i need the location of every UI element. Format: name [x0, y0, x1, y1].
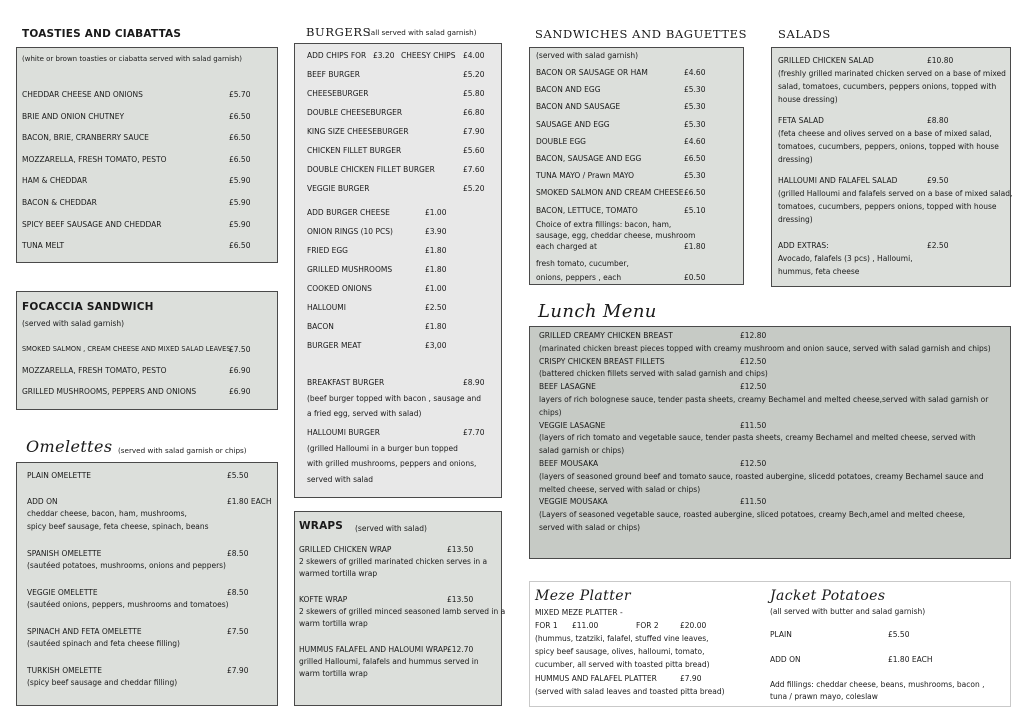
lunch-item-price: £12.50	[740, 356, 767, 366]
burger-extra-name: ADD BURGER CHEESE	[307, 208, 390, 217]
omelette-name: TURKISH OMELETTE	[27, 666, 102, 675]
breakfast-burger-desc: (beef burger topped with bacon , sausage and	[307, 394, 481, 403]
lunch-item-desc: melted cheese, served with salad or chips)	[539, 484, 701, 494]
burger-price: £7.60	[463, 165, 485, 174]
salad-name: HALLOUMI AND FALAFEL SALAD	[778, 176, 898, 185]
sandwich-price: £6.50	[684, 188, 706, 198]
burger-extra-price: £2.50	[425, 303, 447, 312]
burger-extra-name: FRIED EGG	[307, 246, 348, 255]
lunch-item-desc: (layers of rich tomato and vegetable sauce, tender pasta sheets, creamy Bechamel and melted cheese, served with	[539, 433, 976, 443]
toasties-box	[16, 47, 278, 263]
meze-platter-name: MIXED MEZE PLATTER -	[535, 608, 623, 617]
omelette-name: VEGGIE OMELETTE	[27, 588, 98, 597]
burgers-title: BURGERS	[306, 25, 372, 39]
wrap-name: HUMMUS FALAFEL AND HALOUMI WRAP	[299, 645, 448, 654]
sandwich-name: BACON OR SAUSAGE OR HAM	[536, 68, 648, 77]
burger-extra-name: ONION RINGS (10 PCS)	[307, 227, 393, 236]
lunch-item-name: VEGGIE MOUSAKA	[539, 497, 608, 507]
toastie-price: £6.50	[229, 241, 251, 251]
wrap-name: GRILLED CHICKEN WRAP	[299, 545, 392, 554]
wrap-desc: warm tortilla wrap	[299, 619, 368, 628]
salad-name: FETA SALAD	[778, 116, 824, 125]
omelette-price: £7.90	[227, 666, 249, 675]
burger-extra-price: £1.80	[425, 265, 447, 274]
sandwich-name: TUNA MAYO / Prawn MAYO	[536, 171, 635, 181]
wrap-price: £12.70	[447, 645, 474, 654]
salads-title: SALADS	[778, 27, 831, 41]
focaccia-title: FOCACCIA SANDWICH	[22, 301, 154, 313]
wrap-name: KOFTE WRAP	[299, 595, 348, 604]
burger-extra-name: COOKED ONIONS	[307, 284, 372, 293]
omelettes-box	[16, 462, 278, 706]
focaccia-box	[16, 291, 278, 410]
toastie-name: HAM & CHEDDAR	[22, 176, 88, 186]
sandwich-fillings-text: sausage, egg, cheddar cheese, mushroom	[536, 231, 696, 240]
burger-extra-price: £3.90	[425, 227, 447, 236]
burger-chips-price: £3.20	[373, 51, 395, 60]
burger-price: £5.80	[463, 89, 485, 98]
salad-price: £10.80	[927, 56, 954, 65]
lunch-item-price: £11.50	[740, 497, 767, 507]
meze-title: Meze Platter	[535, 588, 632, 604]
sandwich-price: £4.60	[684, 68, 706, 77]
omelette-desc: (sautéed potatoes, mushrooms, onions and peppers)	[27, 561, 226, 570]
burger-price: £5.20	[463, 70, 485, 79]
lunch-box	[529, 326, 1011, 559]
burger-extra-price: £1.00	[425, 208, 447, 217]
omelette-desc: (sautéed onions, peppers, mushrooms and tomatoes)	[27, 600, 229, 609]
focaccia-note: (served with salad garnish)	[22, 319, 125, 328]
sandwiches-box	[529, 47, 744, 285]
burger-cheesy-chips-label: CHEESY CHIPS	[401, 51, 456, 60]
toastie-price: £6.50	[229, 133, 251, 143]
focaccia-item-price: £6.90	[229, 366, 251, 375]
sandwich-name: BACON AND SAUSAGE	[536, 102, 621, 112]
wraps-note: (served with salad)	[355, 524, 427, 533]
lunch-item-name: CRISPY CHICKEN BREAST FILLETS	[539, 356, 665, 366]
salad-price: £9.50	[927, 176, 949, 185]
burger-cheesy-chips-price: £4.00	[463, 51, 485, 60]
lunch-item-price: £11.50	[740, 420, 767, 430]
lunch-item-desc: salad garnish or chips)	[539, 446, 625, 456]
salads-box	[771, 47, 1011, 287]
meze-for2-price: £20.00	[680, 621, 707, 630]
omelettes-note: (served with salad garnish or chips)	[118, 446, 247, 455]
omelette-price: £8.50	[227, 588, 249, 597]
toastie-price: £6.50	[229, 111, 251, 121]
lunch-item-name: GRILLED CREAMY CHICKEN BREAST	[539, 331, 673, 340]
burger-price: £7.90	[463, 127, 485, 136]
burger-name: VEGGIE BURGER	[307, 184, 370, 193]
omelette-price: £7.50	[227, 627, 249, 636]
salad-desc: house dressing)	[778, 95, 838, 104]
sandwich-fillings-text: onions, peppers , each	[536, 273, 622, 282]
focaccia-item-price: £6.90	[229, 387, 251, 396]
lunch-item-price: £12.50	[740, 459, 767, 468]
breakfast-burger-name: BREAKFAST BURGER	[307, 378, 385, 387]
sandwich-fillings-text: each charged at	[536, 242, 597, 251]
sandwiches-title: SANDWICHES AND BAGUETTES	[535, 27, 748, 41]
omelette-desc: (sautéed spinach and feta cheese filling)	[27, 639, 180, 648]
halloumi-burger-name: HALLOUMI BURGER	[307, 428, 380, 437]
sandwich-fillings-text: Choice of extra fillings: bacon, ham,	[536, 220, 672, 229]
wrap-desc: warm tortilla wrap	[299, 669, 368, 678]
salad-desc: salad, tomatoes, cucumbers, peppers onions, topped with	[778, 82, 997, 91]
meze-desc: spicy beef sausage, olives, halloumi, tomato,	[535, 647, 705, 656]
sandwich-name: BACON AND EGG	[536, 85, 601, 95]
wrap-desc: 2 skewers of grilled minced seasoned lamb served in a	[299, 607, 506, 616]
sandwich-name: SMOKED SALMON AND CREAM CHEESE	[536, 188, 684, 198]
toastie-name: BACON & CHEDDAR	[22, 198, 97, 207]
sandwich-price: £5.30	[684, 85, 706, 95]
breakfast-burger-price: £8.90	[463, 378, 485, 387]
lunch-item-desc: (layers of seasoned ground beef and tomato sauce, roasted aubergine, slicedd potatoes, creamy Bechamel sauce and	[539, 471, 984, 481]
jacket-plain-name: PLAIN	[770, 630, 792, 639]
wrap-desc: 2 skewers of grilled marinated chicken serves in a	[299, 557, 488, 566]
omelette-addon-name: ADD ON	[27, 497, 58, 506]
burgers-note: (all served with salad garnish)	[368, 28, 477, 37]
focaccia-item-name: MOZZARELLA, FRESH TOMATO, PESTO	[22, 366, 167, 375]
sandwich-price: £5.10	[684, 205, 706, 215]
omelette-addon-price: £1.80 EACH	[227, 497, 272, 506]
burger-price: £5.60	[463, 146, 485, 155]
burger-price: £5.20	[463, 184, 485, 193]
lunch-item-desc: (battered chicken fillets served with salad garnish and chips)	[539, 369, 768, 379]
sandwich-name: SAUSAGE AND EGG	[536, 119, 610, 129]
wrap-price: £13.50	[447, 545, 474, 554]
hummus-platter-price: £7.90	[680, 674, 702, 683]
lunch-item-price: £12.80	[740, 331, 767, 340]
focaccia-item-name: SMOKED SALMON , CREAM CHEESE AND MIXED SALAD LEAVES	[22, 345, 231, 353]
burger-extra-price: £1.80	[425, 246, 447, 255]
omelette-name: SPANISH OMELETTE	[27, 549, 102, 558]
halloumi-burger-desc: served with salad	[307, 475, 374, 484]
sandwich-price: £5.30	[684, 119, 706, 129]
toastie-name: CHEDDAR CHEESE AND ONIONS	[22, 90, 143, 99]
sandwich-name: DOUBLE EGG	[536, 136, 586, 146]
burgers-box	[294, 43, 502, 498]
halloumi-burger-desc: (grilled Halloumi in a burger bun topped	[307, 444, 458, 453]
omelette-addon-desc: cheddar cheese, bacon, ham, mushrooms,	[27, 509, 187, 518]
meze-desc: (hummus, tzatziki, falafel, stuffed vine leaves,	[535, 634, 709, 643]
toastie-price: £6.50	[229, 154, 251, 164]
meze-for1-label: FOR 1	[535, 621, 558, 630]
lunch-item-name: BEEF MOUSAKA	[539, 459, 599, 468]
salad-name: GRILLED CHICKEN SALAD	[778, 56, 874, 65]
lunch-item-name: BEEF LASAGNE	[539, 382, 596, 392]
burger-extra-name: BURGER MEAT	[307, 341, 362, 350]
meze-for1-price: £11.00	[572, 621, 599, 630]
burger-name: CHICKEN FILLET BURGER	[307, 146, 402, 155]
burger-name: BEEF BURGER	[307, 70, 360, 79]
burger-name: DOUBLE CHEESEBURGER	[307, 108, 403, 117]
hummus-platter-desc: (served with salad leaves and toasted pitta bread)	[535, 687, 725, 696]
burger-extra-price: £3,00	[425, 341, 447, 350]
breakfast-burger-desc: a fried egg, served with salad)	[307, 409, 422, 418]
omelette-addon-desc: spicy beef sausage, feta cheese, spinach, beans	[27, 522, 209, 531]
lunch-title: Lunch Menu	[538, 301, 657, 322]
sandwich-fillings-text: fresh tomato, cucumber,	[536, 259, 629, 268]
jacket-addon-name: ADD ON	[770, 655, 801, 664]
burger-extra-price: £1.80	[425, 322, 447, 331]
sandwich-price: £5.30	[684, 171, 706, 181]
wrap-desc: warmed tortilla wrap	[299, 569, 378, 578]
wrap-desc: grilled Halloumi, falafels and hummus served in	[299, 657, 479, 666]
salad-extras-desc: hummus, feta cheese	[778, 267, 860, 276]
burger-name: DOUBLE CHICKEN FILLET BURGER	[307, 165, 435, 174]
sandwich-name: BACON, SAUSAGE AND EGG	[536, 154, 642, 163]
salad-desc: tomatoes, cucumbers, peppers onions, topped with house	[778, 202, 997, 211]
burger-extra-name: GRILLED MUSHROOMS	[307, 265, 393, 274]
salad-desc: dressing)	[778, 215, 813, 224]
lunch-item-desc: layers of rich bolognese sauce, tender pasta sheets, creamy Bechamel and melted cheese,served with salad garnish or	[539, 395, 989, 404]
jacket-title: Jacket Potatoes	[770, 588, 886, 604]
toastie-price: £5.70	[229, 90, 251, 99]
toastie-name: MOZZARELLA, FRESH TOMATO, PESTO	[22, 154, 167, 164]
sandwich-price: £5.30	[684, 102, 706, 112]
wraps-box	[294, 511, 506, 706]
toastie-name: BRIE AND ONION CHUTNEY	[22, 111, 125, 121]
burger-chips-label: ADD CHIPS FOR	[307, 51, 367, 60]
sandwich-fillings-price: £1.80	[684, 242, 706, 251]
salad-desc: (grilled Halloumi and falafels served on a base of mixed salad,	[778, 189, 1013, 198]
jacket-plain-price: £5.50	[888, 630, 910, 639]
hummus-platter-name: HUMMUS AND FALAFEL PLATTER	[535, 674, 657, 683]
lunch-item-price: £12.50	[740, 382, 767, 392]
omelette-price: £8.50	[227, 549, 249, 558]
salad-price: £8.80	[927, 116, 949, 125]
toastie-price: £5.90	[229, 219, 251, 229]
toasties-title: TOASTIES AND CIABATTAS	[22, 28, 182, 40]
meze-desc: cucumber, all served with toasted pitta bread)	[535, 660, 710, 669]
toastie-name: SPICY BEEF SAUSAGE AND CHEDDAR	[22, 219, 162, 229]
salad-desc: (feta cheese and olives served on a base of mixed salad,	[778, 129, 992, 138]
burger-extra-name: BACON	[307, 322, 334, 331]
halloumi-burger-desc: with grilled mushrooms, peppers and onions,	[307, 459, 477, 468]
jacket-fillings: tuna / prawn mayo, coleslaw	[770, 692, 878, 701]
omelettes-title: Omelettes	[26, 437, 113, 456]
toastie-price: £5.90	[229, 176, 251, 186]
burger-extra-price: £1.00	[425, 284, 447, 293]
omelette-plain-name: PLAIN OMELETTE	[27, 471, 92, 480]
salad-extras-desc: Avocado, falafels (3 pcs) , Halloumi,	[778, 254, 913, 263]
omelette-plain-price: £5.50	[227, 471, 249, 480]
omelette-name: SPINACH AND FETA OMELETTE	[27, 627, 142, 636]
lunch-item-name: VEGGIE LASAGNE	[539, 420, 606, 430]
toasties-note: (white or brown toasties or ciabatta served with salad garnish)	[22, 55, 242, 63]
burger-extra-name: HALLOUMI	[307, 303, 346, 312]
salad-desc: (freshly grilled marinated chicken served on a base of mixed	[778, 69, 1006, 78]
wraps-title: WRAPS	[299, 520, 344, 532]
sandwiches-note: (served with salad garnish)	[536, 51, 639, 60]
sandwich-name: BACON, LETTUCE, TOMATO	[536, 205, 638, 215]
toastie-name: TUNA MELT	[22, 241, 65, 251]
meze-jacket-box	[529, 581, 1011, 707]
meze-for2-label: FOR 2	[636, 621, 659, 630]
jacket-note: (all served with butter and salad garnish)	[770, 607, 926, 616]
lunch-item-desc: served with salad or chips)	[539, 523, 641, 532]
salad-extras-name: ADD EXTRAS:	[778, 241, 829, 250]
focaccia-item-name: GRILLED MUSHROOMS, PEPPERS AND ONIONS	[22, 387, 197, 396]
salad-desc: dressing)	[778, 155, 813, 164]
burger-price: £6.80	[463, 108, 485, 117]
sandwich-price: £6.50	[684, 154, 706, 163]
lunch-item-desc: (marinated chicken breast pieces topped with creamy mushroom and onion sauce, served with salad garnish and chips)	[539, 343, 991, 353]
burger-name: KING SIZE CHEESEBURGER	[307, 127, 409, 136]
halloumi-burger-price: £7.70	[463, 428, 485, 437]
wrap-price: £13.50	[447, 595, 474, 604]
sandwich-price: £4.60	[684, 136, 706, 146]
jacket-fillings: Add fillings: cheddar cheese, beans, mushrooms, bacon ,	[770, 680, 985, 689]
sandwich-fillings-price: £0.50	[684, 273, 706, 282]
jacket-addon-price: £1.80 EACH	[888, 655, 933, 664]
salad-extras-price: £2.50	[927, 241, 949, 250]
burger-name: CHEESEBURGER	[307, 89, 369, 98]
lunch-item-desc: chips)	[539, 407, 562, 417]
lunch-item-desc: (Layers of seasoned vegetable sauce, roasted aubergine, sliced potatoes, creamy Bech,amel and melted cheese,	[539, 510, 966, 520]
omelette-desc: (spicy beef sausage and cheddar filling)	[27, 678, 178, 687]
toastie-name: BACON, BRIE, CRANBERRY SAUCE	[22, 133, 149, 143]
salad-desc: tomatoes, cucumbers, peppers, onions, topped with house	[778, 142, 999, 151]
focaccia-item-price: £7.50	[229, 345, 251, 354]
toastie-price: £5.90	[229, 198, 251, 207]
